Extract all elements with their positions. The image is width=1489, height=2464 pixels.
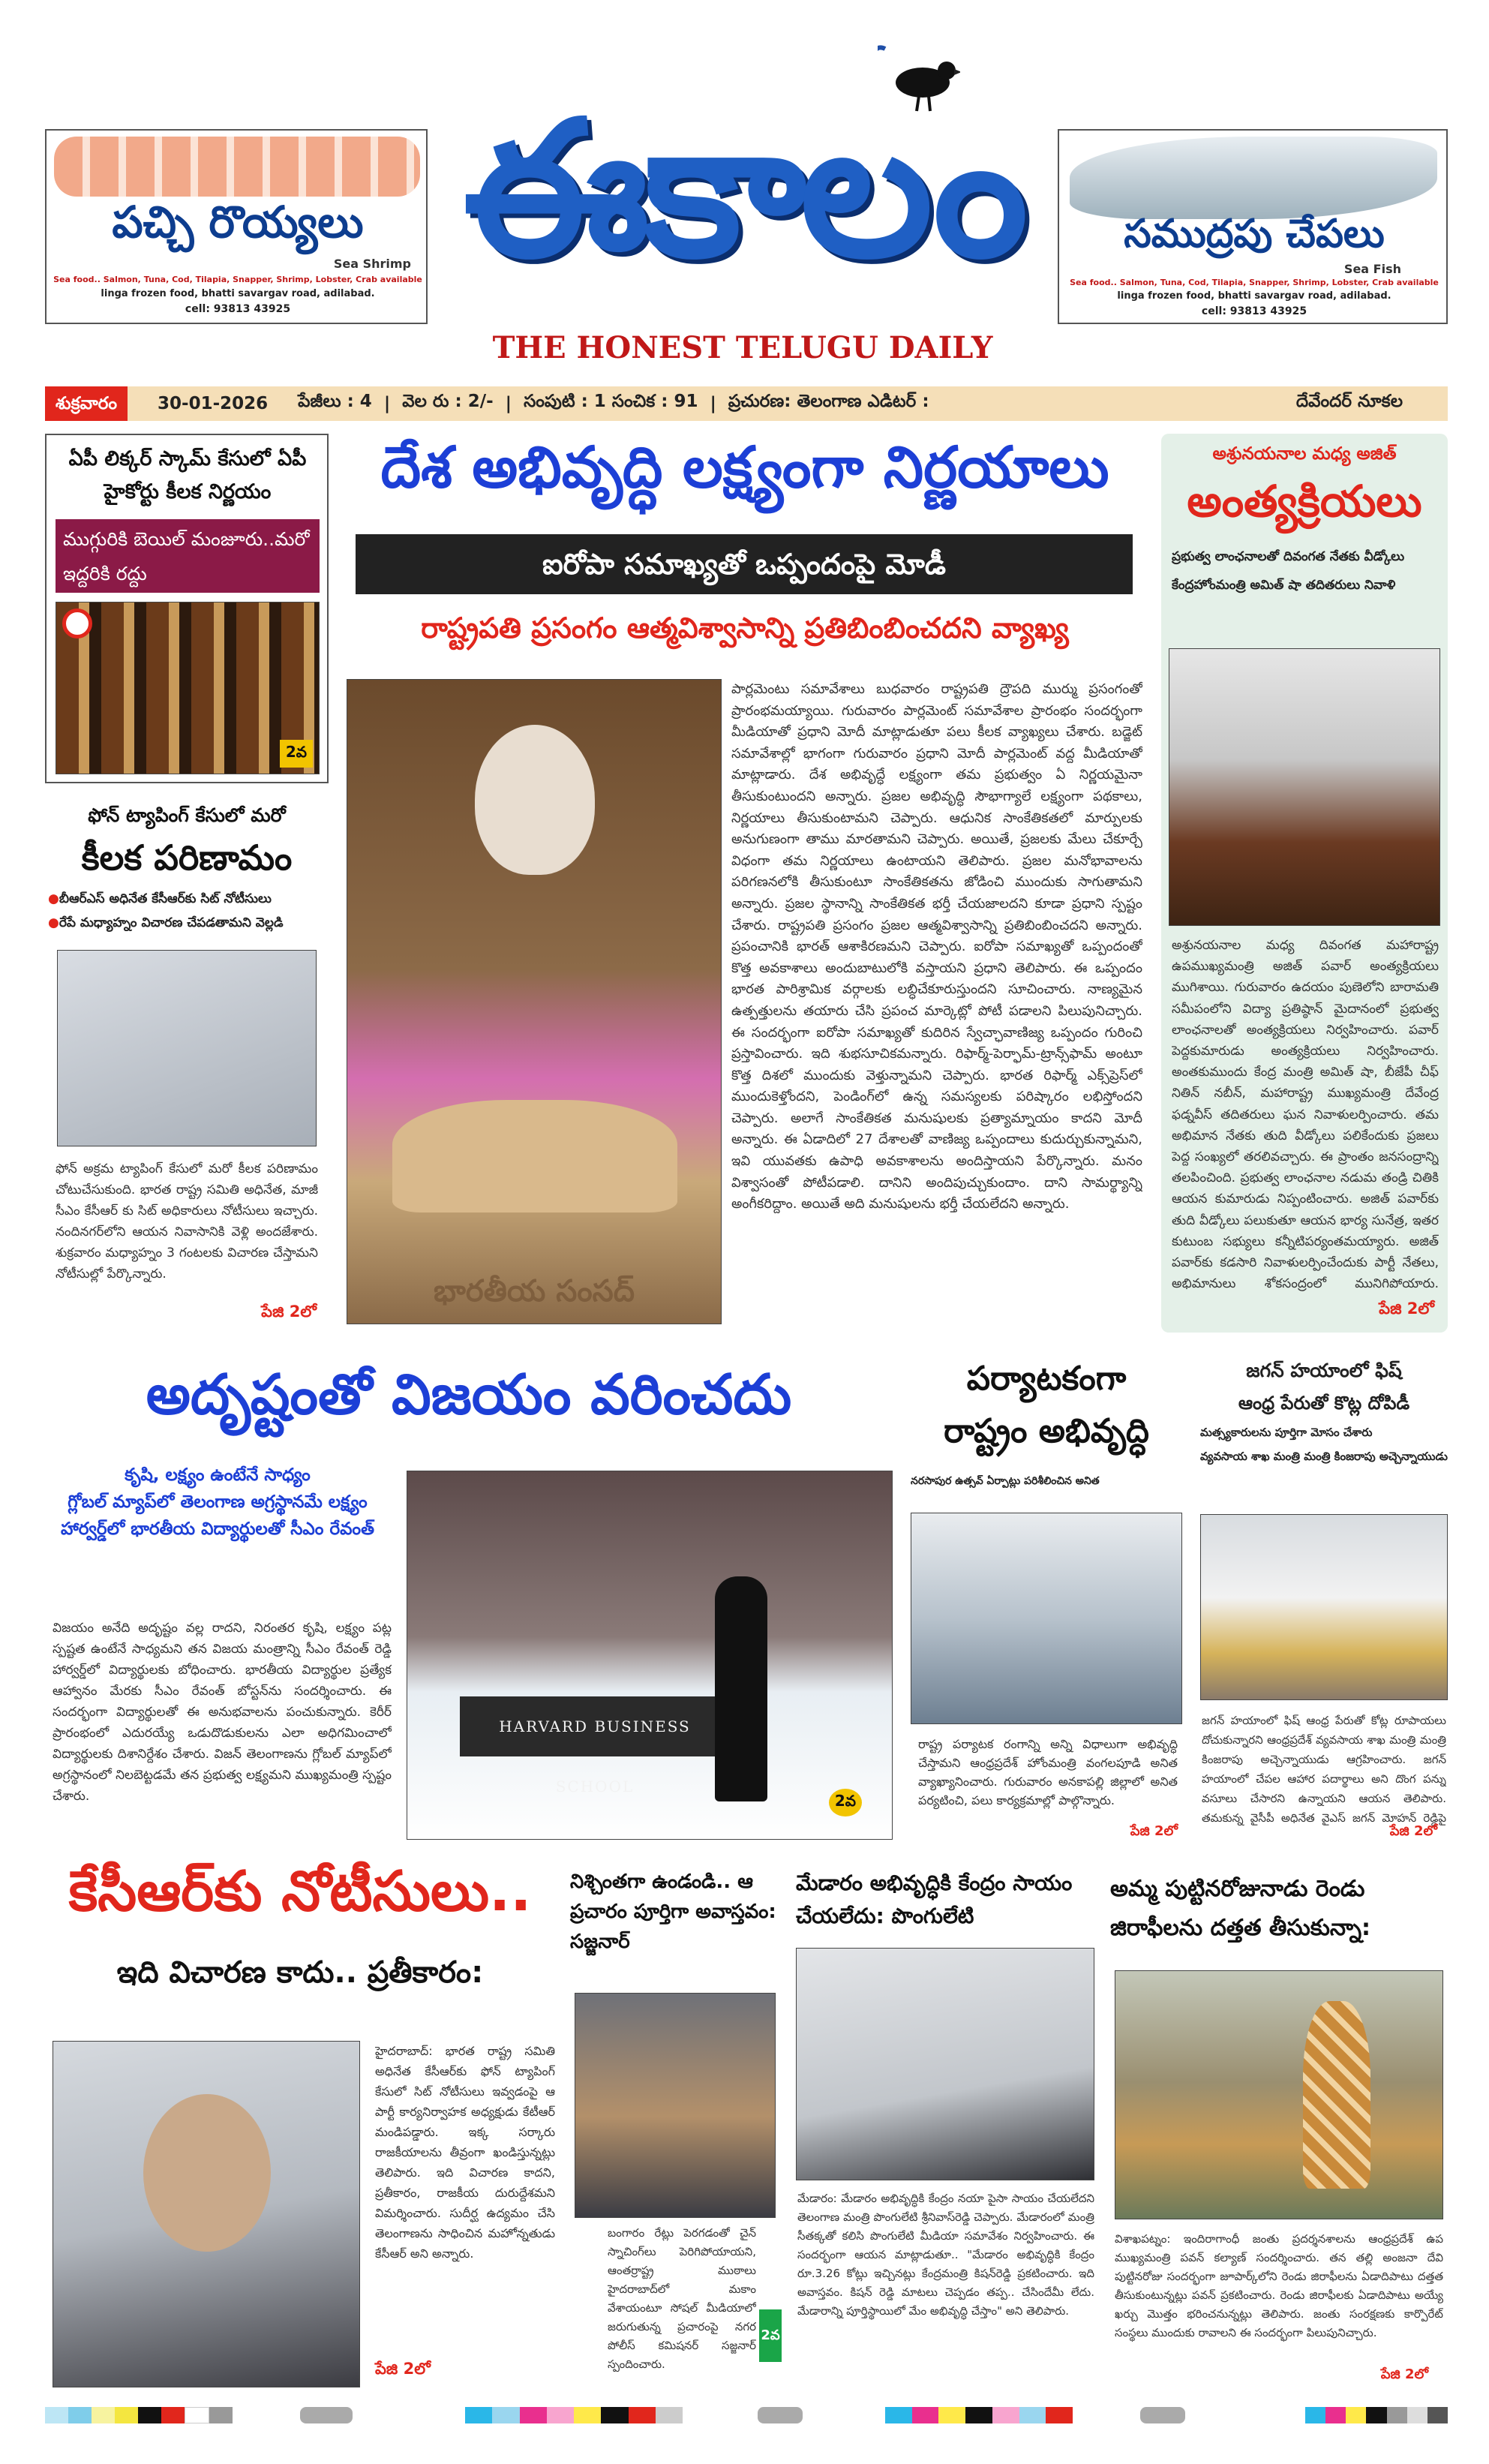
sajjanar-body: బంగారం రేట్లు పెరగడంతో చైన్ స్నాచింగ్‌లు పెరిగిపోయాయని, ఆంతర్రాష్ట్ర ముఠాలు హైదరాబాద్‌లో మకాం వేశాయంటూ సోషల్ మీడియాలో జరుగుతున్న ప్రచారంపై నగర పోలీస్ కమిషనర్ సజ్జనార్ స్పందించారు. (608, 2226, 756, 2371)
dateline-day: శుక్రవారం (45, 386, 128, 421)
ajit-body: అశ్రునయనాల మధ్య దివంగత మహారాష్ట్ర ఉపముఖ్యమంత్రి అజిత్ పవార్ అంత్యక్రియలు ముగిశాయి. గురువారం ఉదయం పుణెలోని బారామతి సమీపంలోని విద్యా ప్రతిష్ఠాన్ మైదానంలో ప్రభుత్వ లాంఛనాలతో అంత్యక్రియలు నిర్వహించారు. పవార్ పెద్దకుమారుడు అంత్యక్రియలు నిర్వహించారు. అంతకుముందు కేంద్ర మంత్రి అమిత్ షా, బీజేపీ చీఫ్ నితిన్ నబీన్, మహారాష్ట్ర ముఖ్యమంత్రి దేవేంద్ర ఫడ్నవీస్ తదితరులు ఘన నివాళులర్పించారు. తమ అభిమాన నేతకు తుది వీడ్కోలు పలికేందుకు ప్రజలు పెద్ద సంఖ్యలో తరలివచ్చారు. ఈ ప్రాంతం జనసంద్రాన్ని తలపించింది. ప్రభుత్వ లాంఛనాల నడుమ తండ్రి చితికి ఆయన కుమారుడు నిప్పంటించారు. అజిత్ పవార్‌కు తుది వీడ్కోలు పలుకుతూ ఆయన భార్య సునేత్ర, ఇతర కుటుంబ సభ్యులు కన్నీటిపర్యంతమయ్యారు. అజిత్ పవార్‌కు కడసారి నివాళులర్పించేందుకు పార్టీ నేతలు, అభిమానులు శోకసంద్రంలో మునిగిపోయారు. (1172, 938, 1439, 1292)
ad-right-line2: linga frozen food, bhatti savargav road, adilabad. (1117, 290, 1391, 302)
tourism-body: రాష్ట్ర పర్యాటక రంగాన్ని అన్ని విధాలుగా అభివృద్ధి చేస్తామని ఆంధ్రప్రదేశ్ హోంమంత్రి వంగలపూడి అనిత వ్యాఖ్యానించారు. గురువారం అనకాపల్లి జిల్లాలో అనిత పర్యటించి, పలు కార్యక్రమాల్లో పాల్గొన్నారు. (918, 1737, 1178, 1807)
liquor-photo (56, 602, 320, 774)
print-colorbar-2 (465, 2407, 683, 2423)
ajit-sub2: కేంద్రహోంమంత్రి అమిత్ షా తదితరులు నివాళి (1172, 578, 1396, 593)
sajjanar-photo (575, 1993, 776, 2218)
ajit-sub1: ప్రభుత్వ లాంఛనాలతో దివంగత నేతకు వీడ్కోలు (1172, 549, 1405, 564)
dateline-price: వెల రు : 2/- (402, 392, 494, 411)
revanth-badge: 2వ (829, 1789, 862, 1816)
giraffe-photo (1115, 1970, 1443, 2219)
giraffe-figure (1303, 2001, 1370, 2189)
ad-left[interactable] (45, 129, 428, 324)
tourism-page-ref[interactable]: పేజి 2లో (1130, 1823, 1178, 1839)
kcr-headline: కేసీఆర్‌కు నోటీసులు.. (68, 1859, 532, 1924)
tourism-headline1: పర్యాటకంగా (966, 1360, 1127, 1398)
revanth-figure (715, 1576, 767, 1801)
liquor-title: ఏపీ లిక్కర్ స్కామ్ కేసులో ఏపీ హైకోర్టు కీలక నిర్ణయం (68, 447, 307, 503)
logo[interactable]: ఈకాలం (463, 80, 1022, 299)
ad-right-subtitle: Sea Fish (1343, 262, 1401, 276)
ajit-photo (1169, 648, 1440, 926)
ajit-kicker: అశ్రునయనాల మధ్య అజిత్ (1212, 444, 1397, 464)
sajjanar-headline: నిశ్చింతగా ఉండండి.. ఆ ప్రచారం పూర్తిగా అవాస్తవం: సజ్జనార్ (570, 1871, 776, 1953)
ponguleti-photo (796, 1948, 1094, 2180)
masthead (0, 0, 1489, 375)
kcr-sub: ఇది విచారణ కాదు.. ప్రతీకారం: (116, 1955, 484, 1990)
medaram-story[interactable] (791, 1859, 1099, 2389)
lead-body: పార్లమెంటు సమావేశాలు బుధవారం రాష్ట్రపతి ద్రౌపది ముర్ము ప్రసంగంతో ప్రారంభమయ్యాయి. గురువారం పార్లమెంట్ సమావేశాల ప్రారంభం సందర్భంగా మీడియాతో ప్రధాని మోదీ మాట్లాడుతూ పలు కీలక వ్యాఖ్యలు చేశారు. బడ్జెట్ సమావేశాల్లో భాగంగా గురువారం ప్రధాని మోదీ పార్లమెంట్ వద్ద మీడియాతో మాట్లాడారు. దేశ అభివృద్ధే లక్ష్యంగా తమ ప్రభుత్వం ఏ నిర్ణయమైనా తీసుకుంటుందని అన్నారు. ప్రజల అభివృద్ధి సౌభాగ్యాలే లక్ష్యంగా పథకాలు, నిర్ణయాలు తీసుకుంటామని చెప్పారు. ఆధునిక సాంకేతికతలో మార్పులకు అనుగుణంగా తాము మారతామని చెప్పారు. అయితే, ప్రజలకు మేలు చేకూర్చే విధంగా తమ నిర్ణయాలు ఉంటాయని తెలిపారు. ప్రజల మనోభావాలను పరిగణనలోకి తీసుకుంటూ సాంకేతికతను జోడించి ముందుకు సాగుతామని అన్నారు. ప్రజల స్థానాన్ని సాంకేతికత భర్తీ చేయజాలదని కూడా ప్రధాని స్పష్టం చేశారు. రాష్ట్రపతి ప్రసంగం ప్రజల ఆత్మవిశ్వాసాన్ని ప్రతిబింబించదని అన్నారు. ప్రపంచానికి భారత్ ఆశాకిరణమని చెప్పారు. ఐరోపా సమాఖ్యతో ఒప్పందంతో కొత్త అవకాశాలు అందుబాటులోకి వస్తాయని ప్రధాని తెలిపారు. ఈ ఒప్పందం భారత పారిశ్రామిక వర్గాలకు లబ్ధిచేకూరుస్తుందని సూచించారు. నాణ్యమైన ఉత్పత్తులను తయారు చేసి ప్రపంచ మార్కెట్లో పోటీ పడాలని పిలుపునిచ్చారు. ఈ సందర్భంగా ఐరోపా సమాఖ్యతో కుదిరిన స్వేచ్ఛావాణిజ్య ఒప్పందం గురించి ప్రస్తావించారు. ఇది శుభసూచికమన్నారు. రిఫార్మ్-పెర్ఫామ్-ట్రాన్స్‌ఫామ్ అంటూ కొత్త దిశలో ముందుకు వెళ్తున్నామని చెప్పారు. భారత రిఫార్మ్ ఎక్స్‌ప్రెస్‌లో ముందుకెళ్తోందని, పెండింగ్‌లో ఉన్న సమస్యలకు పరిష్కారం లభిస్తోందని చెప్పారు. అలాగే సాంకేతికత మనుషులకు ప్రత్యామ్నాయం కాదని మోదీ అన్నారు. ఈ ఏడాదిలో 27 దేశాలతో వాణిజ్య ఒప్పందాలు కుదుర్చుకున్నామని, ఇవి యువతకు ఉపాధి అవకాశాలను అందిస్తాయని పేర్కొన్నారు. మనం విశ్వాసంతో పోటీపడాలి. దానిని అందిపుచ్చుకుందాం. దాని సామర్థ్యాన్ని అంగీకరిద్దాం. అయితే అది మనుషులను భర్తీ చేయలేదని అన్నారు. (731, 681, 1142, 1212)
ad-left-line3: cell: 93813 43925 (185, 303, 291, 315)
jagan-story[interactable] (1200, 1351, 1448, 1846)
dateline-volume: సంపుటి : 1 సంచిక : 91 (524, 392, 698, 411)
revanth-sub3: హార్వర్డ్‌లో భారతీయ విద్యార్థులతో సీఎం రేవంత్ (61, 1519, 374, 1539)
dateline-publisher: ప్రచురణ: తెలంగాణ ఎడిటర్ : (728, 392, 929, 411)
dateline-date: 30-01-2026 (158, 394, 269, 413)
sajjanar-story[interactable] (570, 1859, 782, 2389)
modi-head (475, 725, 595, 875)
ajit-title: అంత్యక్రియలు (1187, 476, 1422, 527)
tourism-story[interactable] (908, 1351, 1185, 1846)
tourism-sub: నరసాపుర ఉత్సవ్ ఏర్పాట్లు పరిశీలించిన అనిత (911, 1475, 1100, 1487)
giraffe-body: విశాఖపట్నం: ఇందిరాగాంధీ జంతు ప్రదర్శనశాలను ఆంధ్రప్రదేశ్ ఉప ముఖ్యమంత్రి పవన్ కల్యాణ్ సందర్శించారు. తన తల్లి అంజనా దేవి పుట్టినరోజు సందర్భంగా జూపార్క్‌లోని రెండు జిరాఫీలను ఏడాదిపాటు దత్తత తీసుకుంటున్నట్లు పవన్ ప్రకటించారు. రెండు జిరాఫీలకు ఏడాదిపాటు అయ్యే ఖర్చు మొత్తం భరించనున్నట్లు తెలిపారు. జంతు సంరక్షణకు కార్పొరేట్ సంస్థలు ముందుకు రావాలని ఈ సందర్భంగా పిలుపునిచ్చారు. (1115, 2232, 1443, 2339)
jagan-title: ఆంధ్ర పేరుతో కొట్ల దోపిడీ (1238, 1393, 1410, 1414)
ktr-head (143, 2094, 271, 2252)
giraffe-story[interactable] (1110, 1859, 1448, 2389)
ad-left-line2: linga frozen food, bhatti savargav road, adilabad. (101, 288, 375, 299)
print-gray-1 (300, 2407, 353, 2423)
ad-left-title: పచ్చి రొయ్యలు (112, 197, 364, 248)
parliament-emblem (392, 1100, 677, 1212)
ad-right[interactable] (1058, 129, 1448, 324)
shrimp-image (54, 137, 420, 197)
kcr-body: హైదరాబాద్: భారత రాష్ట్ర సమితి అధినేత కేసీఆర్‌కు ఫోన్ ట్యాపింగ్ కేసులో సిట్ నోటీసులు ఇవ్వడంపై ఆ పార్టీ కార్యనిర్వాహక అధ్యక్షుడు కేటీఆర్ మండిపడ్డారు. ఇక్క సర్కారు రాజకీయాలను తీవ్రంగా ఖండిస్తున్నట్లు తెలిపారు. ఇది విచారణ కాదని, ప్రతీకారం, రాజకీయ దురుద్దేశమని విమర్శించారు. సుదీర్ఘ ఉద్యమం చేసి తెలంగాణను సాధించిన మహోన్నతుడు కేసీఆర్ అని అన్నారు. (375, 2044, 555, 2261)
lead-photo-label: భారతీయ సంసద్ (434, 1274, 635, 1309)
phone-page-ref[interactable]: పేజి 2లో (261, 1303, 317, 1321)
ktr-photo (53, 2041, 360, 2387)
sajjanar-badge: 2వ (759, 2309, 782, 2362)
ad-right-title: సముద్రపు చేపలు (1124, 212, 1385, 257)
lead-headline: దేశ అభివృద్ధి లక్ష్యంగా నిర్ణయాలు (380, 434, 1109, 500)
jagan-photo (1200, 1514, 1448, 1700)
phone-kicker: ఫోన్ ట్యాపింగ్ కేసులో మరో (88, 804, 286, 826)
phone-story[interactable] (45, 795, 329, 1336)
dateline: శుక్రవారం 30-01-2026 పేజీలు : 4 | వెల రు : 2/- | సంపుటి : 1 సంచిక : 91 | ప్రచురణ: తెలంగాణ ఎడిటర్ : దేవేందర్ నూకల (45, 386, 1448, 421)
print-colorbar-4 (1305, 2407, 1448, 2423)
print-gray-3 (1140, 2407, 1185, 2423)
phone-bullet1: ●బీఆర్ఎస్ అధినేత కేసీఆర్‌కు సిట్ నోటీసులు (48, 891, 272, 906)
fish-image (1070, 137, 1437, 219)
giraffe-page-ref[interactable]: పేజి 2లో (1380, 2366, 1428, 2382)
print-colorbar-3 (885, 2407, 1073, 2423)
lead-strap: ఐరోపా సమాఖ్యతో ఒప్పందంపై మోడీ (356, 534, 1133, 594)
revanth-subheads (45, 1462, 390, 1543)
phone-title: కీలక పరిణామం (81, 837, 293, 878)
ad-right-line1: Sea food.. Salmon, Tuna, Cod, Tilapia, Snapper, Shrimp, Lobster, Crab available (1070, 278, 1439, 287)
harvard-sign: HARVARD BUSINESS SCHOOL (460, 1696, 730, 1756)
revanth-sub1: కృషి, లక్ష్యం ఉంటేనే సాధ్యం (125, 1465, 311, 1485)
revanth-photo (407, 1471, 893, 1840)
ad-left-subtitle: Sea Shrimp (333, 257, 411, 271)
dateline-pages: పేజీలు : 4 (298, 392, 372, 411)
jagan-sub1: మత్స్యకారులను పూర్తిగా మోసం చేశారు (1200, 1426, 1373, 1439)
medaram-headline: మేడారం అభివృద్ధికి కేంద్రం సాయం చేయలేదు: పొంగులేటి (796, 1871, 1073, 1928)
print-gray-2 (758, 2407, 803, 2423)
revanth-headline: అదృష్టంతో విజయం వరించదు (146, 1363, 792, 1427)
kcr-photo (57, 950, 317, 1146)
liquor-sub: ముగ్గురికి బెయిల్ మంజూరు..మరో ఇద్దరికి రద్దు (56, 519, 320, 593)
revanth-body: విజయం అనేది అదృష్టం వల్ల రాదని, నిరంతర కృషి, లక్ష్యం పట్ల స్పష్టత ఉంటేనే సాధ్యమని తన విజయ మంత్రాన్ని సీఎం రేవంత్ రెడ్డి హార్వర్డ్‌లో విద్యార్థులకు బోధించారు. భారతీయ విద్యార్థుల ప్రత్యేక ఆహ్వానం మేరకు సీఎం రేవంత్ బోస్టన్‌ను సందర్శించారు. ఈ సందర్భంగా విద్యార్థులతో ఈ అనుభవాలను పంచుకున్నారు. కెరీర్ ప్రారంభంలో ఎదురయ్యే ఒడుదొడుకులను ఎలా అధిగమించాలో విద్యార్థులకు దిశానిర్దేశం చేశారు. విజన్ తెలంగాణను గ్లోబల్ మ్యాప్‌లో అగ్రస్థానంలో నిలబెట్టడమే తన ప్రభుత్వ లక్ష్యమని ముఖ్యమంత్రి స్పష్టం చేశారు. (53, 1621, 392, 1804)
jagan-page-ref[interactable]: పేజి 2లో (1389, 1823, 1437, 1839)
print-colorbar-1 (45, 2407, 233, 2423)
ajit-story[interactable] (1161, 434, 1448, 1333)
jagan-sub2: వ్యవసాయ శాఖ మంత్రి మంత్రి కింజరాపు అచ్చెన్నాయుడు (1200, 1450, 1448, 1463)
jagan-body: జగన్ హయాంలో ఫిష్ ఆంధ్ర పేరుతో కోట్ల రూపాయలు దోచుకున్నారని ఆంధ్రప్రదేశ్ వ్యవసాయ శాఖ మంత్రి మంత్రి కింజరాపు అచ్చెన్నాయుడు ఆగ్రహించారు. జగన్ హయాంలో చేపల ఆహార పదార్థాలు అని దొంగ పన్ను వసూలు చేసారని ఉన్నాయని ఆయన తెలిపారు. తమకున్న వైసీపీ అధినేత వైఎస్ జగన్ మోహన్ రెడ్డిపై (1202, 1714, 1446, 1825)
lead-sub: రాష్ట్రపతి ప్రసంగం ఆత్మవిశ్వాసాన్ని ప్రతిబింబించదని వ్యాఖ్య (421, 611, 1069, 645)
dateline-editor: దేవేందర్ నూకల (1295, 392, 1403, 411)
liquor-badge: 2వ (280, 740, 313, 768)
ad-right-line3: cell: 93813 43925 (1201, 305, 1307, 317)
liquor-story[interactable] (45, 434, 329, 783)
tagline: THE HONEST TELUGU DAILY (492, 330, 993, 365)
phone-body: ఫోన్ అక్రమ ట్యాపింగ్ కేసులో మరో కీలక పరిణామం చోటుచేసుకుంది. భారత రాష్ట్ర సమితి అధినేత, మాజీ సీఎం కేసీఆర్ కు సిట్ అధికారులు నోటీసులు ఇచ్చారు. నందినగర్‌లోని ఆయన నివాసానికి వెళ్లి అందజేశారు. శుక్రవారం మధ్యాహ్నం 3 గంటలకు విచారణ చేస్తామని నోటీసుల్లో పేర్కొన్నారు. (56, 1161, 318, 1282)
jagan-kicker: జగన్ హయాంలో ఫిష్ (1246, 1360, 1402, 1381)
modi-photo (347, 679, 722, 1324)
tourism-headline2: రాష్ట్రం అభివృద్ధి (944, 1412, 1149, 1450)
revanth-sub2: గ్లోబల్ మ్యాప్‌లో తెలంగాణ అగ్రస్థానమే లక్ష్యం (68, 1492, 368, 1512)
phone-bullet2: ●రేపే మధ్యాహ్నం విచారణ చేపడతామని వెల్లడి (48, 915, 284, 930)
ajit-page-ref[interactable]: పేజి 2లో (1379, 1300, 1434, 1318)
kcr-page-ref[interactable]: పేజి 2లో (375, 2360, 431, 2378)
no-liquor-icon (62, 608, 92, 639)
ad-left-line1: Sea food.. Salmon, Tuna, Cod, Tilapia, Snapper, Shrimp, Lobster, Crab available (53, 275, 422, 284)
medaram-body: మేడారం: మేడారం అభివృద్ధికి కేంద్రం నయా పైసా సాయం చేయలేదని తెలంగాణ మంత్రి పొంగులేటి శ్రీనివాస్‌రెడ్డి చెప్పారు. మేడారంలో మంత్రి సీతక్కతో కలిసి పొంగులేటి మీడియా సమావేశం నిర్వహించారు. ఈ సందర్భంగా ఆయన మాట్లాడుతూ.. "మేడారం అభివృద్ధికి కేంద్రం రూ.3.26 కోట్లు ఇచ్చినట్లు కేంద్రమంత్రి కిషన్‌రెడ్డి ప్రకటించారు. ఇది అవాస్తవం. కిషన్ రెడ్డి మాటలు చెప్పడం తప్ప.. చేసిందేమీ లేదు. మేడారాన్ని పూర్తిస్థాయిలో మేం అభివృద్ధి చేస్తాం" అని తెలిపారు. (797, 2192, 1094, 2318)
giraffe-headline: అమ్మ పుట్టినరోజునాడు రెండు జిరాఫీలను దత్తత తీసుకున్నా: (1110, 1876, 1370, 1941)
tourism-photo (911, 1513, 1182, 1724)
